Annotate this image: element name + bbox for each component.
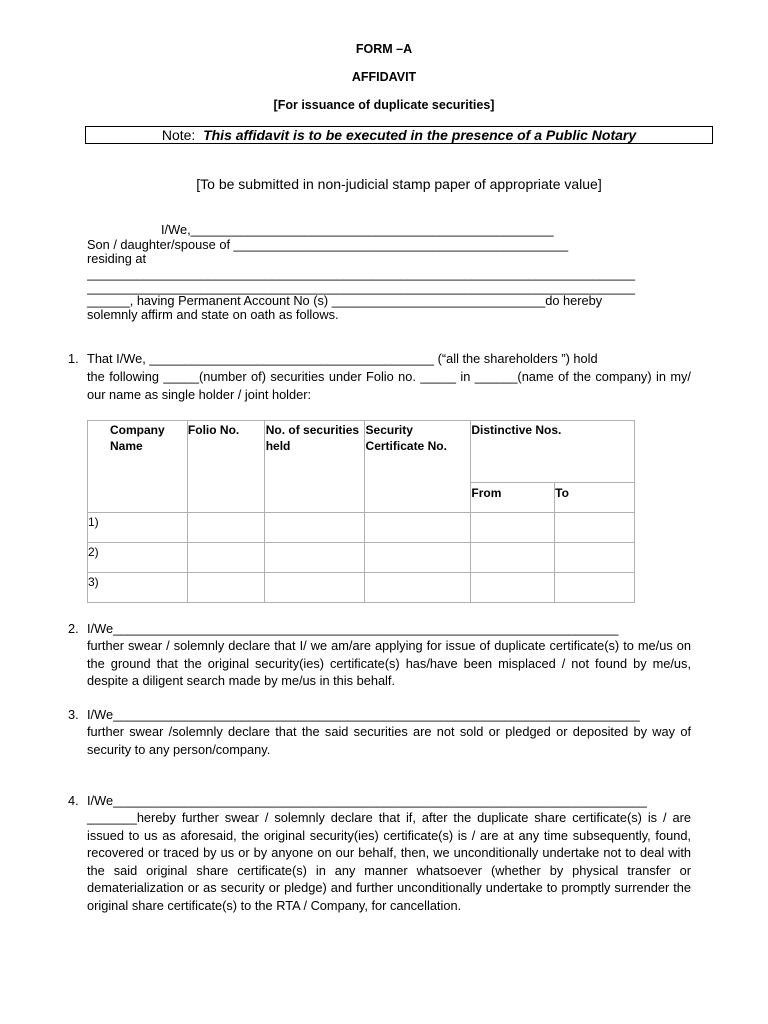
deponent-relation-line: Son / daughter/spouse of _______________________________________________ bbox=[87, 237, 569, 252]
clause-4-text: _______hereby further swear / solemnly declare that if, after the duplicate share certificate(s) is / are issued to us as aforesaid, the original security(ies) certificate(s) is / are at any time subsequently, found, recovered or traced by us or by anyone on our behalf, then, we unconditionally undertake not to deal with the said original share certificate(s) in any manner whatsoever (whether by physical transfer or dematerialization or as security or pledge) and further unconditionally undertake to promptly surrender the original share certificate(s) to the RTA / Company, for cancellation. bbox=[87, 810, 691, 913]
clause-3-text: further swear /solemnly declare that the said securities are not sold or pledged or deposited by way of security to any person/company. bbox=[87, 724, 691, 757]
header-from: From bbox=[471, 483, 555, 513]
note-text: This affidavit is to be executed in the presence of a Public Notary bbox=[203, 127, 637, 143]
table-row bbox=[88, 573, 635, 603]
clause-4-first-line: I/We___________________________________________________________________________ bbox=[87, 793, 647, 808]
clause-3-first-line: I/We__________________________________________________________________________ bbox=[87, 707, 640, 722]
table-cell[interactable] bbox=[264, 513, 364, 543]
clause-1-first-line: That I/We, ________________________________________ (“all the shareholders ”) hold bbox=[87, 351, 598, 366]
row-label: 3) bbox=[88, 573, 188, 603]
address-line-2: _____________________________________________________________________________ bbox=[87, 280, 636, 295]
clause-2-first-line: I/We_______________________________________________________________________ bbox=[87, 621, 619, 636]
table-header-row bbox=[88, 421, 635, 483]
header-to: To bbox=[555, 483, 635, 513]
table-cell[interactable] bbox=[187, 573, 264, 603]
stamp-paper-instruction: [To be submitted in non-judicial stamp paper of appropriate value] bbox=[196, 176, 602, 192]
table-cell[interactable] bbox=[555, 573, 635, 603]
table-cell[interactable] bbox=[187, 513, 264, 543]
row-label: 1) bbox=[88, 513, 188, 543]
header-folio-no: Folio No. bbox=[187, 421, 264, 513]
clause-3-number: 3. bbox=[68, 707, 79, 722]
affirm-line: solemnly affirm and state on oath as follows. bbox=[87, 307, 339, 322]
pan-line: ______, having Permanent Account No (s) ______________________________do hereby bbox=[87, 293, 603, 308]
header-distinctive-nos: Distinctive Nos. bbox=[471, 421, 635, 483]
table-cell[interactable] bbox=[264, 573, 364, 603]
address-line-1: _____________________________________________________________________________ bbox=[87, 266, 636, 281]
table-row bbox=[88, 513, 635, 543]
table-cell[interactable] bbox=[471, 543, 555, 573]
table-cell[interactable] bbox=[555, 543, 635, 573]
table-cell[interactable] bbox=[364, 513, 471, 543]
clause-1-text: the following _____(number of) securities under Folio no. _____ in ______(name of the company) in my/ our name as single holder / joint holder: bbox=[87, 369, 691, 402]
document-subtitle: [For issuance of duplicate securities] bbox=[273, 98, 495, 112]
clause-2-text: further swear / solemnly declare that I/ we am/are applying for issue of duplicate certificate(s) to me/us on the ground that the original security(ies) certificate(s) has/have been misplaced / not found by me/us, despite a diligent search made by me/us in this behalf. bbox=[87, 638, 691, 689]
note-label: Note: bbox=[161, 127, 196, 143]
header-certificate-no: Security Certificate No. bbox=[364, 421, 471, 513]
header-company-name: Company Name bbox=[88, 421, 188, 513]
table-cell[interactable] bbox=[187, 543, 264, 573]
header-securities-held: No. of securities held bbox=[264, 421, 364, 513]
deponent-name-line: I/We,___________________________________________________ bbox=[161, 222, 554, 237]
table-cell[interactable] bbox=[471, 573, 555, 603]
table-cell[interactable] bbox=[364, 573, 471, 603]
residing-at-label: residing at bbox=[87, 251, 147, 266]
table-cell[interactable] bbox=[364, 543, 471, 573]
notary-note-box bbox=[85, 126, 713, 144]
form-title: FORM –A bbox=[355, 42, 413, 56]
row-label: 2) bbox=[88, 543, 188, 573]
clause-1-number: 1. bbox=[68, 351, 79, 366]
table-row bbox=[88, 543, 635, 573]
table-cell[interactable] bbox=[471, 513, 555, 543]
document-title: AFFIDAVIT bbox=[351, 70, 417, 84]
clause-2-number: 2. bbox=[68, 621, 79, 636]
table-cell[interactable] bbox=[264, 543, 364, 573]
clause-4-number: 4. bbox=[68, 793, 79, 808]
table-cell[interactable] bbox=[555, 513, 635, 543]
securities-table bbox=[87, 420, 635, 603]
